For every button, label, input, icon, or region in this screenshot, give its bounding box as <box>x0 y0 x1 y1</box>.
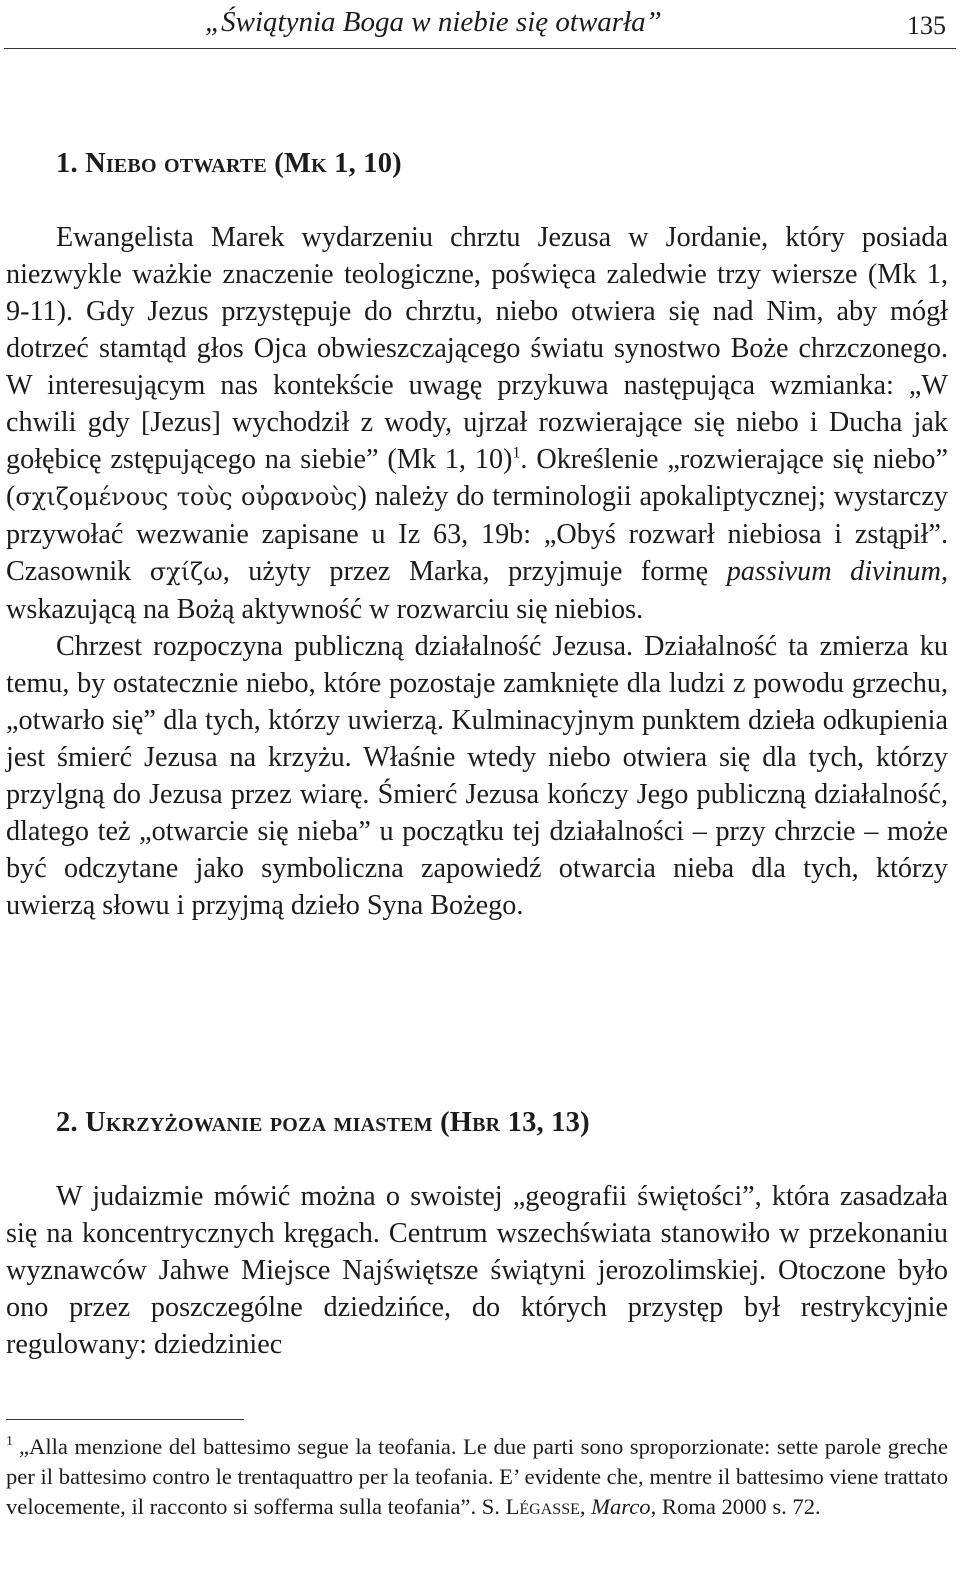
page-number: 135 <box>907 11 946 40</box>
section-1-paragraph-2: Chrzest rozpoczyna publiczną działalność Jezusa. Działalność ta zmierza ku temu, by ostatecznie niebo, które pozostaje zamknięte dla ludzi z powodu grzechu, „otwarło się” dla tych, którzy uwierzą. Kulminacyjnym punktem dzieła odkupienia jest śmierć Jezusa na krzyżu. Właśnie wtedy niebo otwiera się dla tych, którzy przylgną do Jezusa przez wiarę. Śmierć Jezusa kończy Jego publiczną działalność, dlatego też „otwarcie się nieba” u początku tej działalności – przy chrzcie – może być odczytane jako symboliczna zapowiedź otwarcia nieba dla tych, którzy uwierzą słowu i przyjmą dzieło Syna Bożego. <box>6 631 948 921</box>
greek-word: σχίζω <box>149 558 223 586</box>
footnote-reference[interactable]: 1 <box>512 444 521 462</box>
footnote-work-title: Marco <box>591 1494 651 1519</box>
italic-term: passivum divinum <box>726 556 941 587</box>
text-run: , użyty przez Marka, przyjmuje formę <box>222 556 727 587</box>
footnote-text: , Roma 2000 s. 72. <box>650 1494 821 1519</box>
header-rule <box>4 48 956 49</box>
section-2-paragraph-1: W judaizmie mówić można o swoistej „geografii świętości”, która zasadzała się na koncentrycznych kręgach. Centrum wszechświata stanowiło w przekonaniu wyznawców Jahwe Miejsce Najświętsze świątyni jerozolimskiej. Otoczone było ono przez poszczególne dziedzińce, do których przystęp był restrykcyjnie regulowany: dziedziniec <box>6 1181 948 1360</box>
text-run: ) należy do terminologii apokaliptycznej; wystarczy przywołać wezwanie zapisane u Iz 63, 19b: „Obyś rozwarł niebiosa i zstąpił”. Czasownik <box>6 481 948 587</box>
footnote-marker: 1 <box>6 1434 13 1450</box>
text-run: . Określenie „rozwierające się niebo” ( <box>6 444 948 512</box>
section-1-body <box>6 219 948 924</box>
section-1-paragraph-1 <box>6 219 948 628</box>
running-head <box>0 2 960 42</box>
footnote-rule <box>6 1419 244 1420</box>
running-title: „Świątynia Boga w niebie się otwarła” <box>205 6 662 38</box>
text-run: Ewangelista Marek wydarzeniu chrztu Jezusa w Jordanie, który posiada niezwykle ważkie znaczenie teologiczne, poświęca zaledwie trzy wiersze (Mk 1, 9-11). Gdy Jezus przystępuje do chrztu, niebo otwiera się nad Nim, aby mógł dotrzeć stamtąd głos Ojca obwieszczającego światu synostwo Boże chrzczonego. W interesującym nas kontekście uwagę przykuwa następująca wzmianka: „W chwili gdy [Jezus] wychodził z wody, ujrzał rozwierające się niebo i Ducha jak gołębicę zstępującego na siebie” (Mk 1, 10) <box>6 222 948 475</box>
section-2-heading: 2. Ukrzyżowanie poza miastem (Hbr 13, 13) <box>56 1107 590 1138</box>
footnote-1 <box>6 1432 948 1522</box>
greek-phrase: σχιζομένους τοὺς οὐρανοὺς <box>15 483 358 511</box>
footnote-author: Légasse <box>505 1494 580 1519</box>
section-2-body <box>6 1178 948 1363</box>
footnote-text: , <box>579 1494 592 1519</box>
text-run: , wskazującą na Bożą aktywność w rozwarciu się niebios. <box>6 556 948 625</box>
footnote-text: „Alla menzione del battesimo segue la teofania. Le due parti sono sproporzionate: sette parole greche per il battesimo contro le trentaquattro per la teofania. E’ evidente che, mentre il battesimo viene trattato velocemente, il racconto si sofferma sulla teofania”. S. <box>6 1434 948 1519</box>
section-1-heading: 1. Niebo otwarte (Mk 1, 10) <box>56 148 402 179</box>
section-2 <box>6 1104 948 1141</box>
section-1 <box>6 145 948 182</box>
